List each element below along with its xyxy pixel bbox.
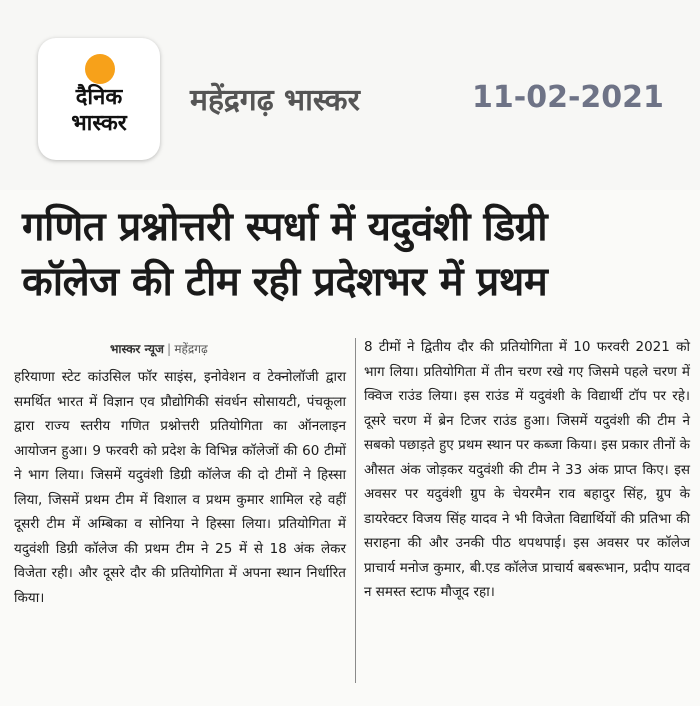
headline-line-1: गणित प्रश्नोत्तरी स्पर्धा में यदुवंशी डिग्री	[22, 204, 548, 250]
dainik-bhaskar-logo	[38, 38, 160, 160]
logo-text-line1: दैनिक	[75, 85, 123, 110]
logo-text-line2: भास्कर	[71, 111, 127, 136]
article-column-right	[364, 335, 690, 605]
byline-place: महेंद्रगढ़	[174, 342, 208, 356]
sun-icon	[85, 54, 115, 84]
article-headline	[22, 200, 682, 310]
left-column-text: हरियाणा स्टेट कांउसिल फॉर साइंस, इनोवेशन व टेक्नोलॉजी द्वारा समर्थित भारत में विज्ञान एव प्रौद्योगिकी संवर्धन सोसायटी, पंचकूला द्वारा राज्य स्तरीय गणित प्रश्नोत्तरी प्रतियोगिता का ऑनलाइन आयोजन हुआ। 9 फरवरी को प्रदेश के विभिन्न कॉलेजों की 60 टीमों ने भाग लिया। जिसमें यदुवंशी डिग्री कॉलेज की दो टीमों ने हिस्सा लिया, जिसमें प्रथम टीम में विशाल व प्रथम कुमार शामिल रहे वहीं दूसरी टीम में अम्बिका व सोनिया ने हिस्सा लिया। प्रतियोगिता में यदुवंशी डिग्री कॉलेज की प्रथम टीम ने 25 में से 18 अंक लेकर विजेता रही। और दूसरे दौर की प्रतियोगिता में अपना स्थान निर्धारित किया।	[14, 369, 346, 606]
byline-agency: भास्कर न्यूज	[110, 342, 164, 356]
byline	[110, 340, 208, 357]
byline-separator: |	[166, 342, 172, 356]
column-divider	[355, 338, 356, 683]
edition-date: 11-02-2021	[472, 80, 664, 115]
right-column-text: 8 टीमों ने द्वितीय दौर की प्रतियोगिता में 10 फरवरी 2021 को भाग लिया। प्रतियोगिता में तीन चरण रखे गए जिसमे पहले चरण में क्विज राउंड लिया। इस राउंड में यदुवंशी के विद्यार्थी टॉप पर रहे। दूसरे चरण में ब्रेन टिजर राउंड हुआ। जिसमें यदुवंशी की टीम ने सबको पछाड़ते हुए प्रथम स्थान पर कब्जा किया। इस प्रकार तीनों के औसत अंक जोड़कर यदुवंशी की टीम ने 33 अंक प्राप्त किए। इस अवसर पर यदुवंशी ग्रुप के चेयरमैन राव बहादुर सिंह, ग्रुप के डायरेक्टर विजय सिंह यादव ने भी विजेता विद्यार्थियों की प्रतिभा की सराहना की और उनकी पीठ थपथपाई। इस अवसर पर कॉलेज प्राचार्य मनोज कुमार, बी.एड कॉलेज प्राचार्य बबरूभान, प्रदीप यादव न समस्त स्टाफ मौजूद रहा।	[364, 339, 690, 600]
article-column-left	[14, 365, 346, 610]
headline-line-2: कॉलेज की टीम रही प्रदेशभर में प्रथम	[22, 259, 548, 305]
edition-title: महेंद्रगढ़ भास्कर	[190, 83, 360, 118]
